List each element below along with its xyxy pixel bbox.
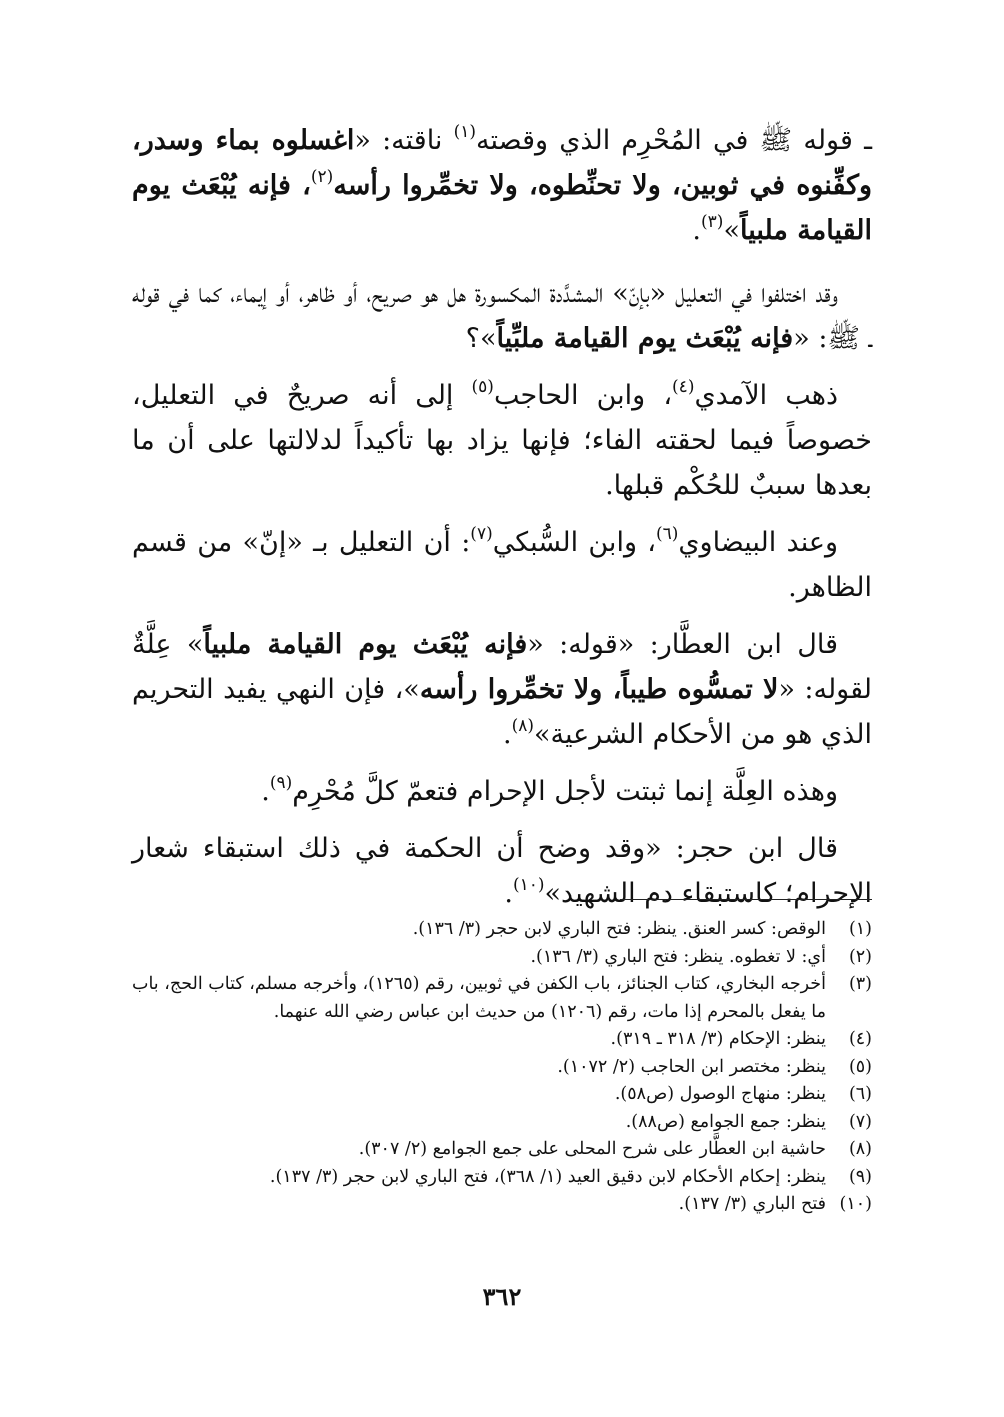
paragraph-2	[132, 271, 872, 361]
footnote-10	[132, 1191, 872, 1219]
footnote-ref[interactable]: (٥)	[471, 377, 494, 397]
footnote-text: أخرجه البخاري، كتاب الجنائز، باب الكفن في ثوبين، رقم (١٢٦٥)، وأخرجه مسلم، كتاب الحج، باب ما يفعل بالمحرم إذا مات، رقم (١٢٠٦) من حديث ابن عباس رضي الله عنهما.	[132, 974, 826, 1022]
paragraph-text: ذهب الآمدي	[694, 380, 838, 411]
footnote-number: (٤)	[848, 1029, 872, 1049]
footnote-ref[interactable]: (١٠)	[512, 875, 545, 895]
footnote-4	[132, 1026, 872, 1054]
footnote-text: فتح الباري (٣/ ١٣٧).	[678, 1194, 826, 1214]
footnote-text: ينظر: إحكام الأحكام لابن دقيق العيد (١/ ٣٦٨)، فتح الباري لابن حجر (٣/ ١٣٧).	[269, 1166, 826, 1187]
footnote-6	[132, 1081, 872, 1109]
main-text	[132, 118, 872, 928]
footnote-number: (٢)	[848, 946, 872, 967]
footnote-text: ينظر: مختصر ابن الحاجب (٢/ ١٠٧٢).	[557, 1056, 826, 1077]
footnote-number: (٦)	[848, 1084, 872, 1104]
footnote-separator	[620, 899, 872, 900]
paragraph-text: وقد اختلفوا في التعليل «بإنّ» المشدَّدة المكسورة هل هو صريح، أو ظاهر، أو إيماء، كما في قوله ـ ﷺ: «	[132, 278, 872, 354]
footnote-number: (٥)	[848, 1056, 872, 1077]
paragraph-text: ، وابن الحاجب	[493, 380, 673, 411]
footnote-ref[interactable]: (٧)	[470, 524, 493, 544]
footnote-ref[interactable]: (٣)	[701, 212, 724, 232]
paragraph-text: قال ابن العطَّار: «قوله: «	[527, 629, 838, 660]
hadith-quote: اغسلوه بماء وسدر، وكفِّنوه في ثوبين، ولا تحنِّطوه، ولا تخمِّروا رأسه	[132, 125, 873, 201]
footnote-number: (٣)	[848, 974, 872, 994]
footnote-9	[132, 1164, 872, 1192]
footnote-ref[interactable]: (١)	[453, 122, 477, 142]
footnote-3	[132, 971, 872, 1026]
footnote-text: ينظر: منهاج الوصول (ص٥٨).	[614, 1084, 826, 1104]
paragraph-3	[132, 373, 872, 508]
paragraph-4	[132, 520, 872, 610]
paragraph-6	[132, 769, 872, 814]
footnote-text: ينظر: جمع الجوامع (ص٨٨).	[625, 1111, 826, 1132]
footnote-ref[interactable]: (٤)	[672, 377, 695, 397]
paragraph-text: ناقته: «	[354, 125, 454, 156]
paragraph-text: : أن التعليل بـ «إنّ» من قسم الظاهر.	[132, 527, 872, 603]
footnote-1	[132, 916, 872, 944]
footnote-number: (١)	[848, 919, 872, 939]
paragraph-text: ، وابن السُّبكي	[492, 527, 656, 558]
page-number: ٣٦٢	[482, 1282, 522, 1311]
footnote-ref[interactable]: (٨)	[511, 716, 535, 736]
footnote-text: أي: لا تغطوه. ينظر: فتح الباري (٣/ ١٣٦).	[530, 946, 826, 967]
footnote-7	[132, 1109, 872, 1137]
hadith-quote: لا تمسُّوه طيباً، ولا تخمِّروا رأسه	[419, 674, 779, 705]
footnote-ref[interactable]: (٢)	[310, 167, 334, 187]
hadith-quote: فإنه يُبْعَث يوم القيامة ملبِّياً	[496, 323, 794, 354]
hadith-quote: فإنه يُبْعَث يوم القيامة ملبياً	[203, 629, 528, 660]
paragraph-text: .	[503, 719, 512, 750]
paragraph-text: »، فإن النهي يفيد التحريم الذي هو من الأحكام الشرعية»	[132, 674, 872, 750]
paragraph-text: وهذه العِلَّة إنما ثبتت لأجل الإحرام فتعمّ كلَّ مُحْرِم	[292, 776, 838, 807]
paragraph-text: ـ قوله ﷺ في المُحْرِم الذي وقصته	[476, 125, 872, 156]
paragraph-7	[132, 826, 872, 916]
footnote-8	[132, 1136, 872, 1164]
paragraph-text: .	[261, 776, 270, 807]
footnote-number: (٨)	[848, 1139, 872, 1159]
paragraph-text: .	[692, 215, 702, 246]
paragraph-text: »	[723, 215, 740, 246]
footnotes	[132, 916, 872, 1219]
paragraph-text: »؟	[465, 323, 497, 354]
paragraph-1	[132, 118, 872, 253]
paragraph-text: إلى أنه صريحٌ في التعليل، خصوصاً فيما لحقته الفاء؛ فإنها يزاد بها تأكيداً لدلالتها على أن ما بعدها سببٌ للحُكْم قبلها.	[132, 380, 872, 501]
hadith-quote: ، فإنه يُبْعَث يوم القيامة ملبياً	[132, 170, 872, 246]
paragraph-text: قال ابن حجر: «وقد وضح أن الحكمة في ذلك استبقاء شعار الإحرام؛ كاستبقاء دم الشهيد»	[132, 833, 872, 909]
footnote-2	[132, 944, 872, 972]
footnote-number: (٧)	[848, 1111, 872, 1132]
footnote-number: (١٠)	[839, 1194, 872, 1214]
paragraph-5	[132, 622, 872, 757]
footnote-ref[interactable]: (٩)	[269, 773, 293, 793]
paragraph-text: وعند البيضاوي	[678, 527, 838, 558]
paragraph-text: .	[504, 878, 513, 909]
footnote-text: ينظر: الإحكام (٣/ ٣١٨ ـ ٣١٩).	[610, 1029, 826, 1049]
footnote-ref[interactable]: (٦)	[655, 524, 679, 544]
footnote-text: حاشية ابن العطَّار على شرح المحلى على جمع الجوامع (٢/ ٣٠٧).	[358, 1139, 826, 1159]
footnote-5	[132, 1054, 872, 1082]
footnote-text: الوقص: كسر العنق. ينظر: فتح الباري لابن حجر (٣/ ١٣٦).	[412, 919, 826, 939]
paragraph-text: » عِلَّةٌ لقوله: «	[132, 629, 873, 705]
footnote-number: (٩)	[848, 1166, 872, 1187]
